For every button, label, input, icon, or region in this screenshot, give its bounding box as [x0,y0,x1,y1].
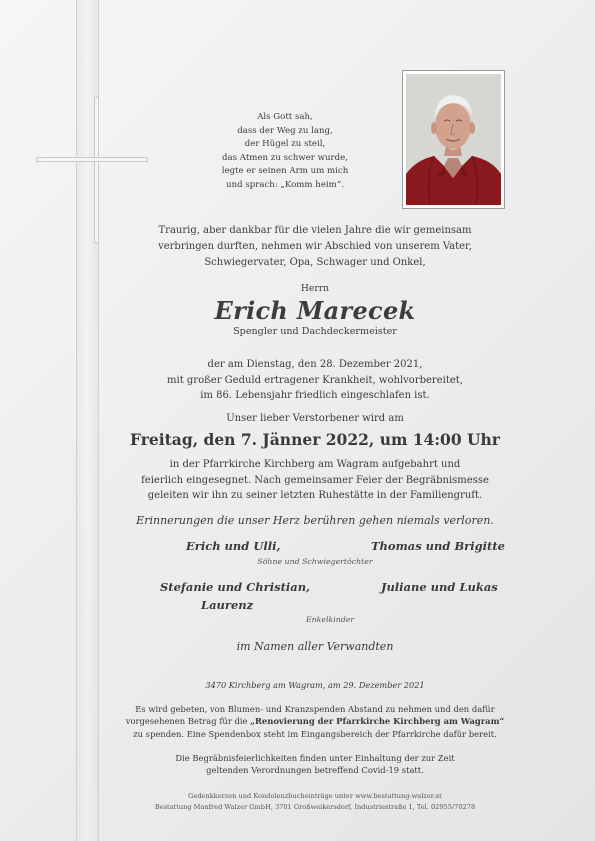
poem-line: dass der Weg zu lang, [237,125,333,136]
footer [120,791,510,812]
band-line-left [76,0,77,841]
cross-horizontal-bar [36,157,148,162]
footer-line: Gedenkkerzen und Kondolenzbucheinträge unter www.bestattung-walzer.at [188,792,442,800]
donation-request [120,703,510,740]
intro-line: verbringen durften, nehmen wir Abschied von unserem Vater, [158,241,472,252]
mourner-grandchildren-left-1: Stefanie und Christian, [160,580,311,594]
death-line: mit großer Geduld ertragener Krankheit, wohlvorbereitet, [167,374,463,386]
poem-line: der Hügel zu steil, [244,139,326,150]
funeral-date: Freitag, den 7. Jänner 2022, um 14:00 Uhr [130,430,500,449]
children-relation: Söhne und Schwiegertöchter [257,557,373,566]
memory-quote: Erinnerungen die unser Herz berühren gehen niemals verloren. [136,514,494,527]
church-line: feierlich eingesegnet. Nach gemeinsamer Feier der Begräbnismesse [141,474,489,486]
mourner-children-right: Thomas und Brigitte [371,539,505,553]
request-text: vorgesehenen Betrag für die [125,716,251,727]
poem-line: Als Gott sah, [257,112,313,122]
intro-line: Schwiegervater, Opa, Schwager und Onkel, [204,257,426,268]
mourner-grandchildren-right: Juliane und Lukas [381,580,498,594]
deceased-name: Erich Marecek [214,296,416,325]
mourner-grandchildren-left-2: Laurenz [201,598,254,612]
portrait-illustration [406,74,501,205]
place-and-date: 3470 Kirchberg am Wagram, am 29. Dezember 2021 [205,680,425,690]
poem-line: und sprach: „Komm heim“. [226,179,344,190]
intro-line: Traurig, aber dankbar für die vielen Jahre die wir gemeinsam [158,225,472,236]
request-line: Es wird gebeten, von Blumen- und Kranzspenden Abstand zu nehmen und den dafür [135,704,495,714]
footer-line: Bestattung Manfred Walzer GmbH, 3701 Großweikersdorf, Industriestraße 1, Tel. 02955/70278 [154,802,476,811]
relatives-note: im Namen aller Verwandten [236,640,394,653]
intro-text [120,223,510,271]
rules-line: geltenden Verordnungen betreffend Covid-19 statt. [206,765,424,776]
poem [200,111,370,193]
cross-vertical-bar [94,97,99,243]
death-line: im 86. Lebensjahr friedlich eingeschlafen ist. [200,390,430,401]
portrait-photo [406,74,501,205]
covid-rules [120,752,510,777]
request-project: „Renovierung der Pfarrkirche Kirchberg am Wagram“ [250,716,505,727]
death-notice [120,357,510,404]
portrait-frame [402,70,505,209]
grandchildren-relation: Enkelkinder [305,615,355,624]
poem-line: legte er seinen Arm um mich [221,166,349,177]
poem-line: das Atmen zu schwer wurde, [222,152,348,163]
occupation: Spengler und Dachdeckermeister [233,326,397,337]
church-details [120,457,510,504]
salutation: Herrn [300,283,330,294]
church-line: geleiten wir ihn zu seiner letzten Ruhestätte in der Familiengruft. [147,490,483,501]
church-line: in der Pfarrkirche Kirchberg am Wagram aufgebahrt und [169,459,461,470]
rules-line: Die Begräbnisfeierlichkeiten finden unter Einhaltung der zur Zeit [175,753,455,763]
announcement: Unser lieber Verstorbener wird am [226,413,404,424]
death-line: der am Dienstag, den 28. Dezember 2021, [207,359,423,370]
mourner-children-left: Erich und Ulli, [186,539,281,553]
request-line: zu spenden. Eine Spendenbox steht im Eingangsbereich der Pfarrkirche dafür bereit. [133,728,497,739]
request-line [120,715,510,727]
